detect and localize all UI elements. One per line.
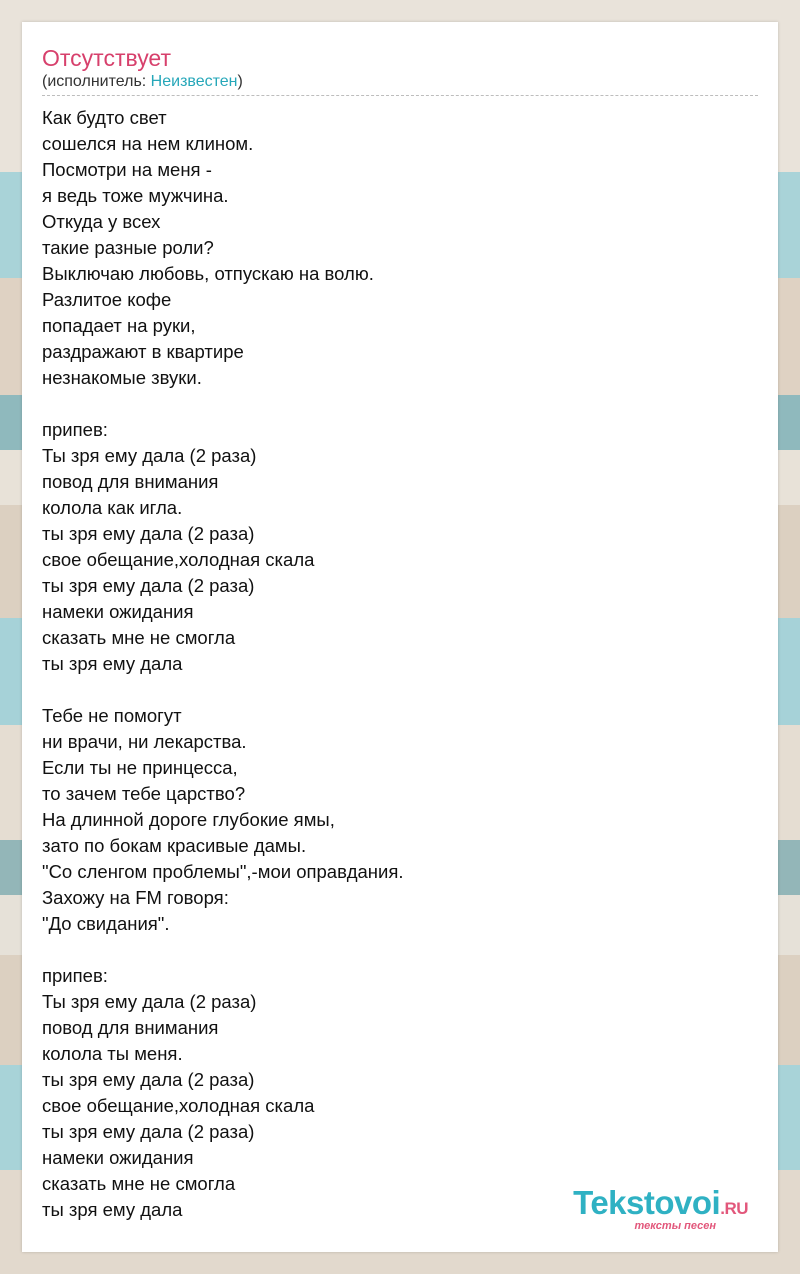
logo-name: Tekstovoi (573, 1184, 721, 1221)
lyrics-card (22, 22, 778, 1252)
song-title: Отсутствует (42, 45, 171, 71)
lyrics-text: Как будто свет сошелся на нем клином. Посмотри на меня - я ведь тоже мужчина. Откуда у всех такие разные роли? Выключаю любовь, отпускаю на волю. Разлитое кофе попадает на руки, раздражают в квартире незнакомые звуки. припев: Ты зря ему дала (2 раза) повод для внимания колола как игла. ты зря ему дала (2 раза) свое обещание,холодная скала ты зря ему дала (2 раза) намеки ожидания сказать мне не смогла ты зря ему дала Тебе не помогут ни врачи, ни лекарства. Если ты не принцесса, то зачем тебе царство? На длинной дороге глубокие ямы, зато по бокам красивые дамы. "Со сленгом проблемы",-мои оправдания. Захожу на FM говоря: "До свидания". припев: Ты зря ему дала (2 раза) повод для внимания колола ты меня. ты зря ему дала (2 раза) свое обещание,холодная скала ты зря ему дала (2 раза) намеки ожидания сказать мне не смогла ты зря ему дала (42, 107, 404, 1220)
performer-line (42, 72, 243, 92)
site-logo[interactable] (573, 1186, 748, 1232)
logo-tagline: тексты песен (634, 1220, 716, 1232)
title-divider (42, 95, 758, 96)
performer-link[interactable]: Неизвестен (150, 73, 238, 90)
logo-suffix: .RU (720, 1199, 748, 1218)
performer-prefix: (исполнитель: (42, 73, 151, 90)
performer-suffix: ) (237, 73, 243, 90)
